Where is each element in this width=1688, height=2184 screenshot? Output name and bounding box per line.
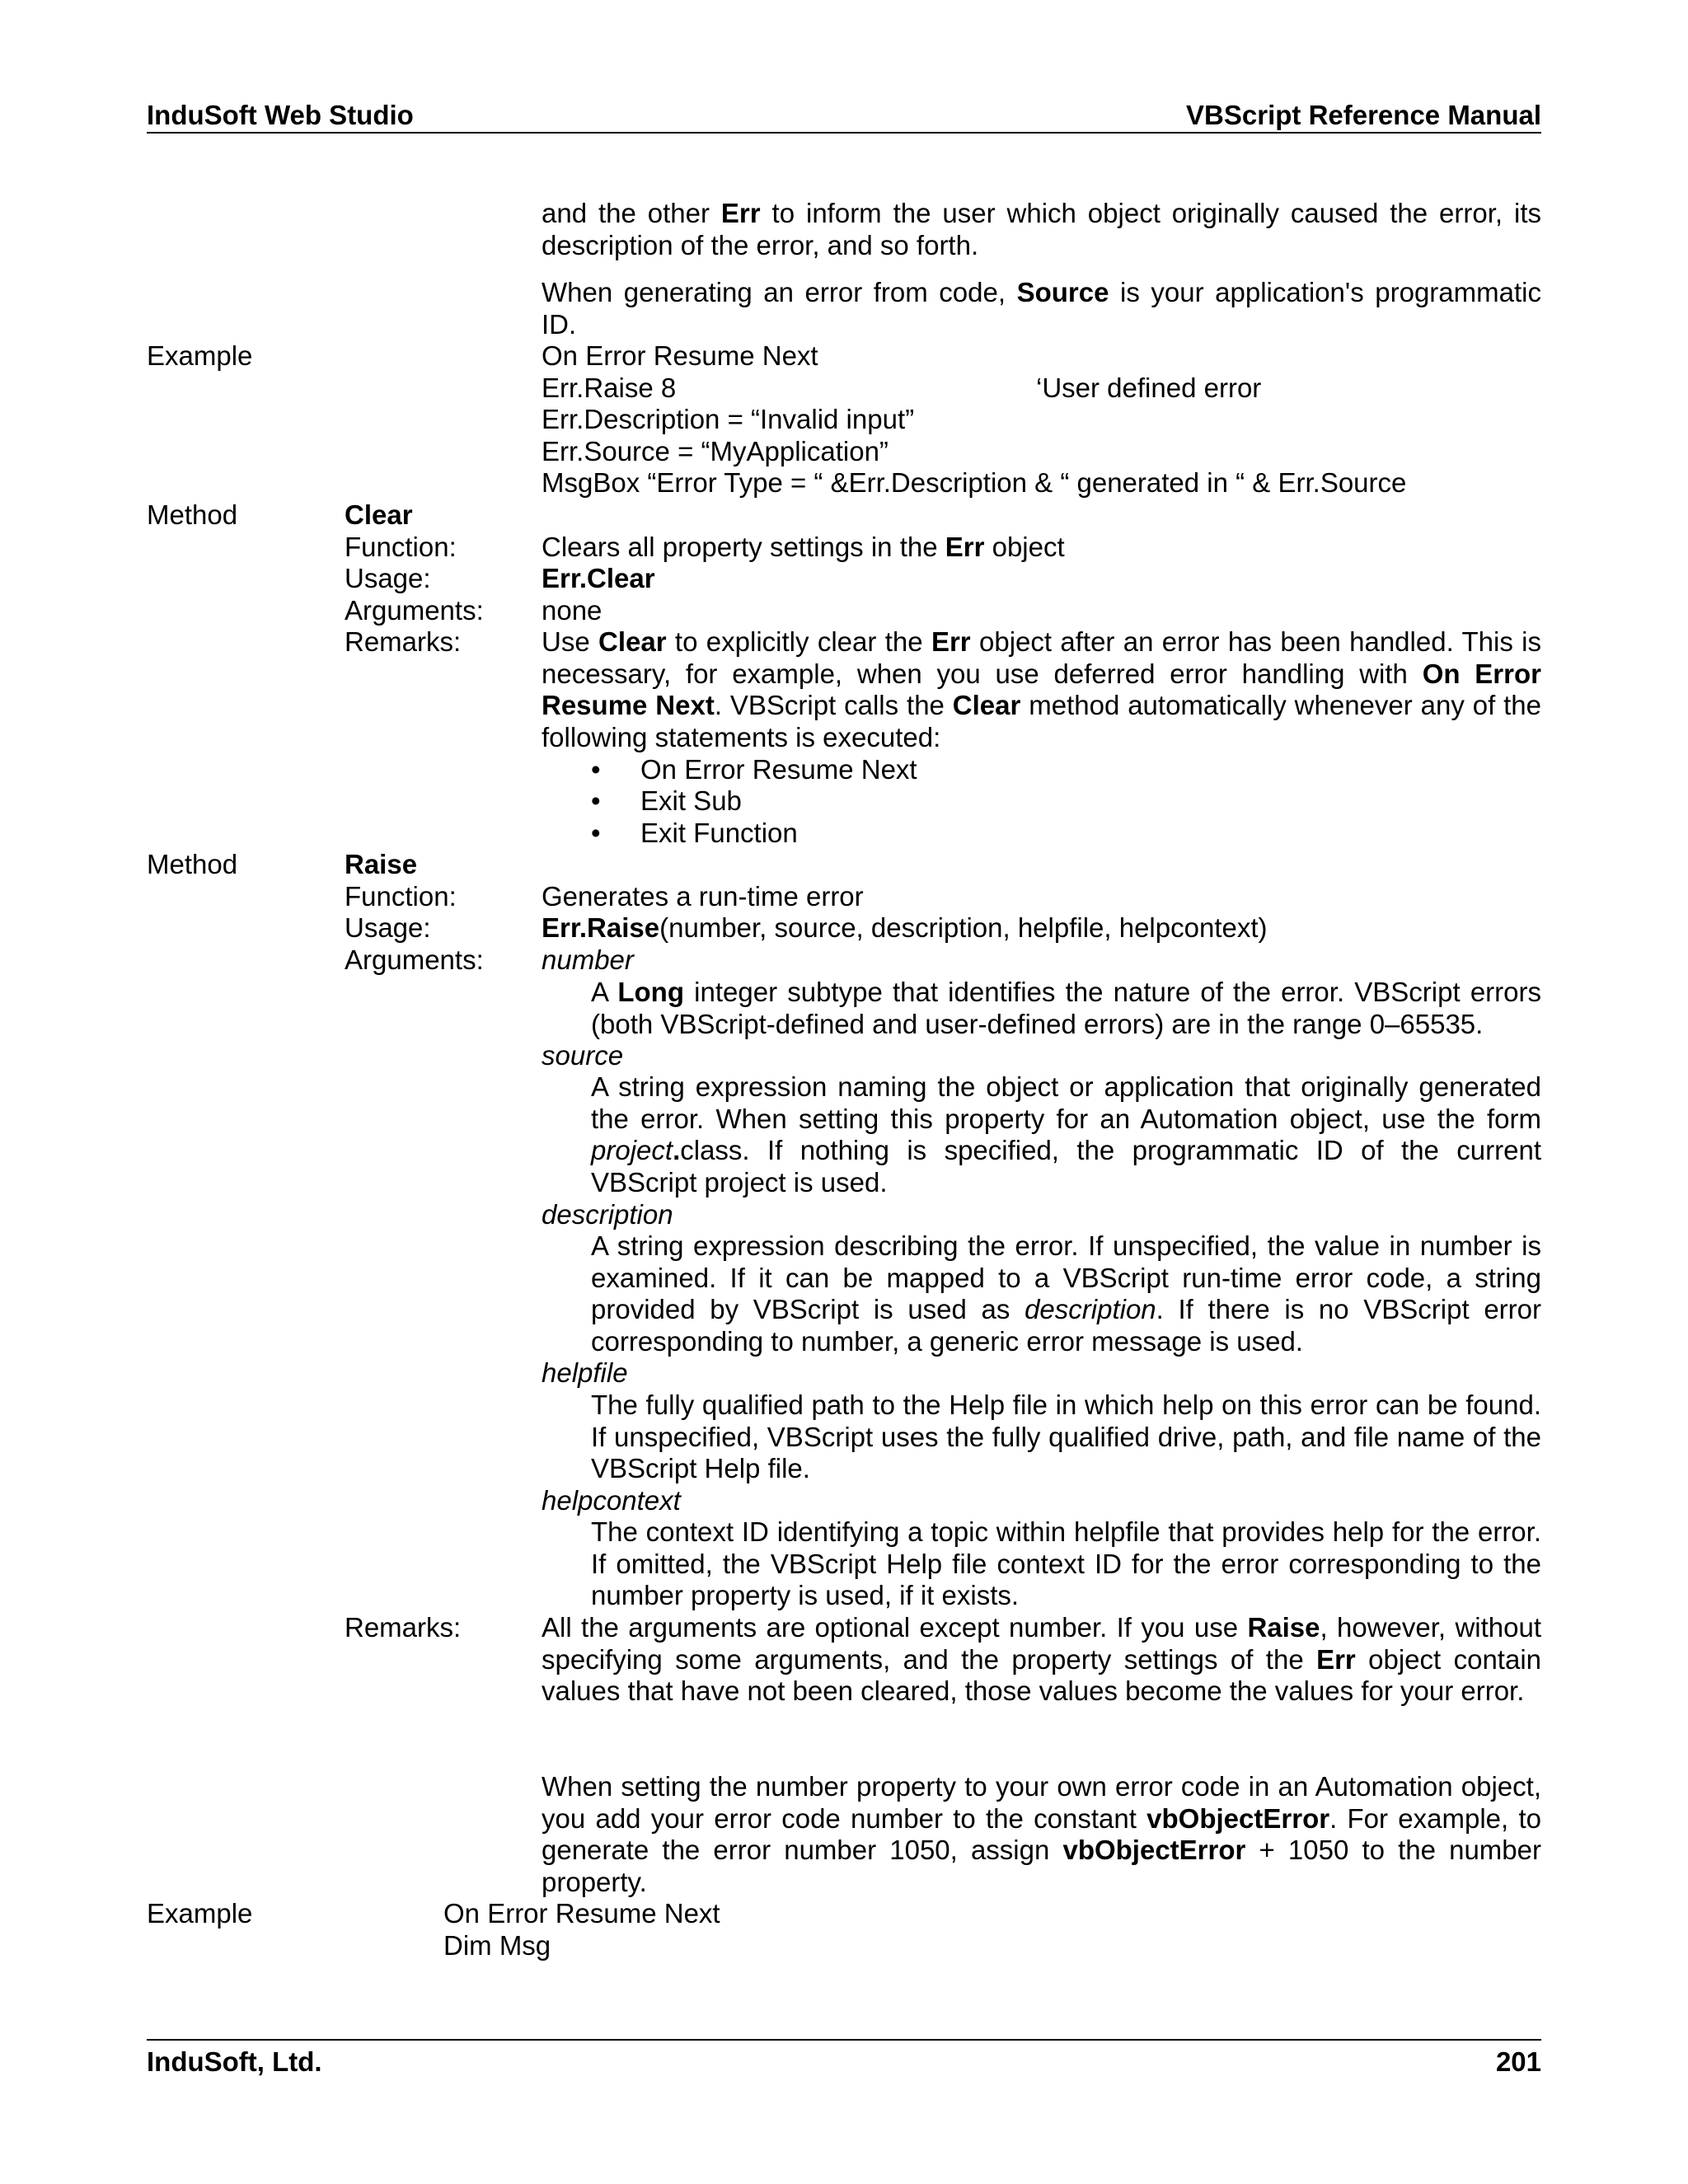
raise-remarks-paragraph-1: All the arguments are optional except number. If you use Raise, however, without specifying some arguments, and the property settings of the Err object contain values that have not been cleared, those values become the values for your error. <box>542 1612 1541 1707</box>
bullet-item: Exit Function <box>640 818 798 848</box>
intro-paragraph-2: When generating an error from code, Source is your application's programmatic ID. <box>542 277 1541 340</box>
code-line: Dim Msg <box>443 1930 551 1961</box>
code-comment: ‘User defined error <box>1036 373 1262 403</box>
method-name-clear: Clear <box>345 499 413 530</box>
argument-desc-description: A string expression describing the error. If unspecified, the value in number is examined. If it can be mapped to a VBScript run-time error code, a string provided by VBScript is used as description. If there is no VBScript error corresponding to number, a generic error message is used. <box>591 1230 1541 1357</box>
code-line: MsgBox “Error Type = “ &Err.Description & “ generated in “ & Err.Source <box>542 467 1407 498</box>
intro-paragraph-1: and the other Err to inform the user which object originally caused the error, its description of the error, and so forth. <box>542 198 1542 260</box>
argument-desc-number: A Long integer subtype that identifies the nature of the error. VBScript errors (both VBScript-defined and user-defined errors) are in the range 0–65535. <box>591 977 1541 1039</box>
clear-arguments-text: none <box>542 595 603 626</box>
field-label-function: Function: <box>345 532 457 562</box>
header-title: InduSoft Web Studio <box>147 100 414 130</box>
clear-remarks-text: Use Clear to explicitly clear the Err object after an error has been handled. This is necessary, for example, when you use deferred error handling with On Error Resume Next. VBScript calls the Clear method automatically whenever any of the following statements is executed: <box>542 626 1542 752</box>
argument-desc-source: A string expression naming the object or application that originally generated the error. When setting this property for an Automation object, use the form project.class. If nothing is specified, the programmatic ID of the current VBScript project is used. <box>591 1071 1541 1197</box>
clear-function-text: Clears all property settings in the Err object <box>542 532 1065 562</box>
code-line: Err.Raise 8 <box>542 373 677 403</box>
argument-desc-helpfile: The fully qualified path to the Help file in which help on this error can be found. If unspecified, VBScript uses the fully qualified drive, path, and file name of the VBScript Help file. <box>591 1390 1541 1484</box>
code-line: Err.Description = “Invalid input” <box>542 404 915 434</box>
footer-rule <box>147 2039 1541 2041</box>
field-label-remarks: Remarks: <box>345 626 462 657</box>
method-label: Method <box>147 499 238 530</box>
example-label: Example <box>147 340 253 371</box>
raise-remarks-paragraph-2: When setting the number property to your own error code in an Automation object, you add your error code number to the constant vbObjectError. For example, to generate the error number 1050, assign vbObjectError + 1050 to the number property. <box>542 1771 1541 1897</box>
clear-usage-text: Err.Clear <box>542 563 655 593</box>
code-line: On Error Resume Next <box>443 1898 720 1929</box>
bullet-item: Exit Sub <box>640 785 742 816</box>
raise-usage-text: Err.Raise(number, source, description, helpfile, helpcontext) <box>542 912 1268 943</box>
method-name-raise: Raise <box>345 849 418 879</box>
header-manual-title: VBScript Reference Manual <box>1186 100 1541 130</box>
argument-name-helpfile: helpfile <box>542 1357 628 1388</box>
bullet-icon: • <box>591 785 601 816</box>
footer-company: InduSoft, Ltd. <box>147 2046 322 2077</box>
raise-function-text: Generates a run-time error <box>542 881 864 912</box>
argument-name-source: source <box>542 1040 624 1071</box>
header-rule <box>147 132 1541 134</box>
bullet-icon: • <box>591 818 601 848</box>
argument-name-description: description <box>542 1199 673 1230</box>
method-label: Method <box>147 849 238 879</box>
code-line: On Error Resume Next <box>542 340 818 371</box>
argument-name-helpcontext: helpcontext <box>542 1485 681 1516</box>
field-label-arguments: Arguments: <box>345 595 484 626</box>
field-label-usage: Usage: <box>345 912 431 943</box>
field-label-arguments: Arguments: <box>345 944 484 975</box>
field-label-function: Function: <box>345 881 457 912</box>
example-label: Example <box>147 1898 253 1929</box>
bullet-icon: • <box>591 754 601 785</box>
argument-name-number: number <box>542 944 634 975</box>
code-line: Err.Source = “MyApplication” <box>542 436 889 466</box>
bullet-item: On Error Resume Next <box>640 754 917 785</box>
field-label-usage: Usage: <box>345 563 431 593</box>
page-number: 201 <box>1495 2046 1541 2077</box>
field-label-remarks: Remarks: <box>345 1612 462 1643</box>
argument-desc-helpcontext: The context ID identifying a topic within helpfile that provides help for the error. If omitted, the VBScript Help file context ID for the error corresponding to the number property is used, if it exists. <box>591 1516 1541 1611</box>
